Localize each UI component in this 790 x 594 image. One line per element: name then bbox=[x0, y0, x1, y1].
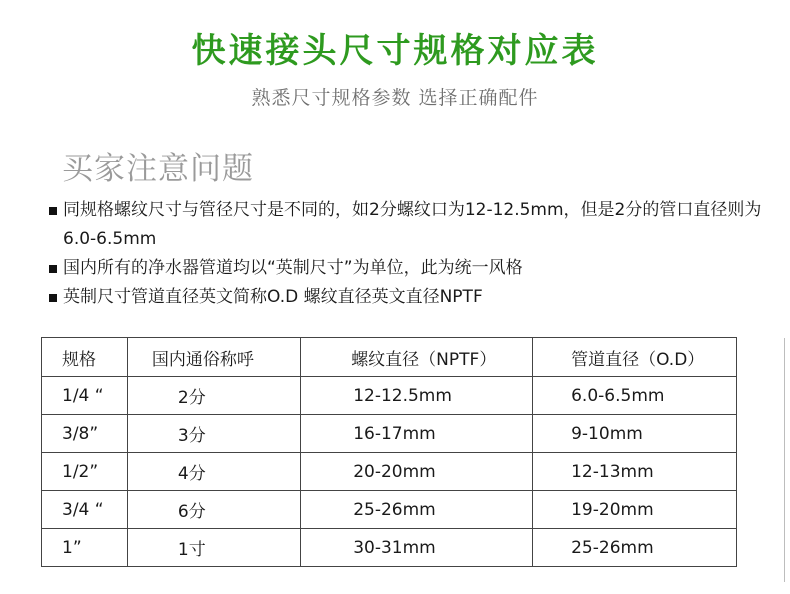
page-subtitle: 熟悉尺寸规格参数 选择正确配件 bbox=[251, 87, 539, 109]
notice-item-text: 英制尺寸管道直径英文简称O.D 螺纹直径英文直径NPTF bbox=[63, 287, 483, 307]
side-divider bbox=[784, 338, 785, 582]
column-header-common-name: 国内通俗称呼 bbox=[127, 338, 300, 377]
cell-common-name: 4分 bbox=[127, 453, 300, 491]
cell-pipe-diameter: 19-20mm bbox=[533, 491, 737, 529]
table-row bbox=[42, 377, 737, 415]
cell-common-name: 2分 bbox=[127, 377, 300, 415]
cell-thread-diameter: 20-20mm bbox=[301, 453, 533, 491]
page-title: 快速接头尺寸规格对应表 bbox=[191, 31, 599, 71]
cell-spec: 3/4 “ bbox=[42, 491, 128, 529]
notice-item-text: 国内所有的净水器管道均以“英制尺寸”为单位，此为统一风格 bbox=[63, 258, 523, 278]
cell-thread-diameter: 30-31mm bbox=[301, 529, 533, 567]
column-header-thread-diameter: 螺纹直径（NPTF） bbox=[301, 338, 533, 377]
cell-spec: 3/8” bbox=[42, 415, 128, 453]
cell-spec: 1/4 “ bbox=[42, 377, 128, 415]
table-row bbox=[42, 529, 737, 567]
cell-pipe-diameter: 9-10mm bbox=[533, 415, 737, 453]
cell-thread-diameter: 16-17mm bbox=[301, 415, 533, 453]
cell-spec: 1” bbox=[42, 529, 128, 567]
table-row bbox=[42, 491, 737, 529]
size-spec-table bbox=[41, 337, 737, 567]
column-header-pipe-diameter: 管道直径（O.D） bbox=[533, 338, 737, 377]
table-row bbox=[42, 453, 737, 491]
notice-list bbox=[48, 196, 768, 312]
cell-pipe-diameter: 6.0-6.5mm bbox=[533, 377, 737, 415]
cell-spec: 1/2” bbox=[42, 453, 128, 491]
square-bullet-icon bbox=[49, 265, 57, 273]
table-row bbox=[42, 415, 737, 453]
column-header-spec: 规格 bbox=[42, 338, 128, 377]
notice-item-text: 同规格螺纹尺寸与管径尺寸是不同的，如2分螺纹口为12-12.5mm，但是2分的管口直径则为6.0-6.5mm bbox=[63, 200, 762, 249]
cell-common-name: 1寸 bbox=[127, 529, 300, 567]
cell-common-name: 6分 bbox=[127, 491, 300, 529]
cell-common-name: 3分 bbox=[127, 415, 300, 453]
table-header-row bbox=[42, 338, 737, 377]
notice-item bbox=[48, 283, 768, 312]
notice-heading: 买家注意问题 bbox=[62, 151, 254, 187]
square-bullet-icon bbox=[49, 207, 57, 215]
cell-pipe-diameter: 12-13mm bbox=[533, 453, 737, 491]
notice-item bbox=[48, 196, 768, 254]
notice-item bbox=[48, 254, 768, 283]
square-bullet-icon bbox=[49, 294, 57, 302]
cell-thread-diameter: 12-12.5mm bbox=[301, 377, 533, 415]
cell-thread-diameter: 25-26mm bbox=[301, 491, 533, 529]
cell-pipe-diameter: 25-26mm bbox=[533, 529, 737, 567]
